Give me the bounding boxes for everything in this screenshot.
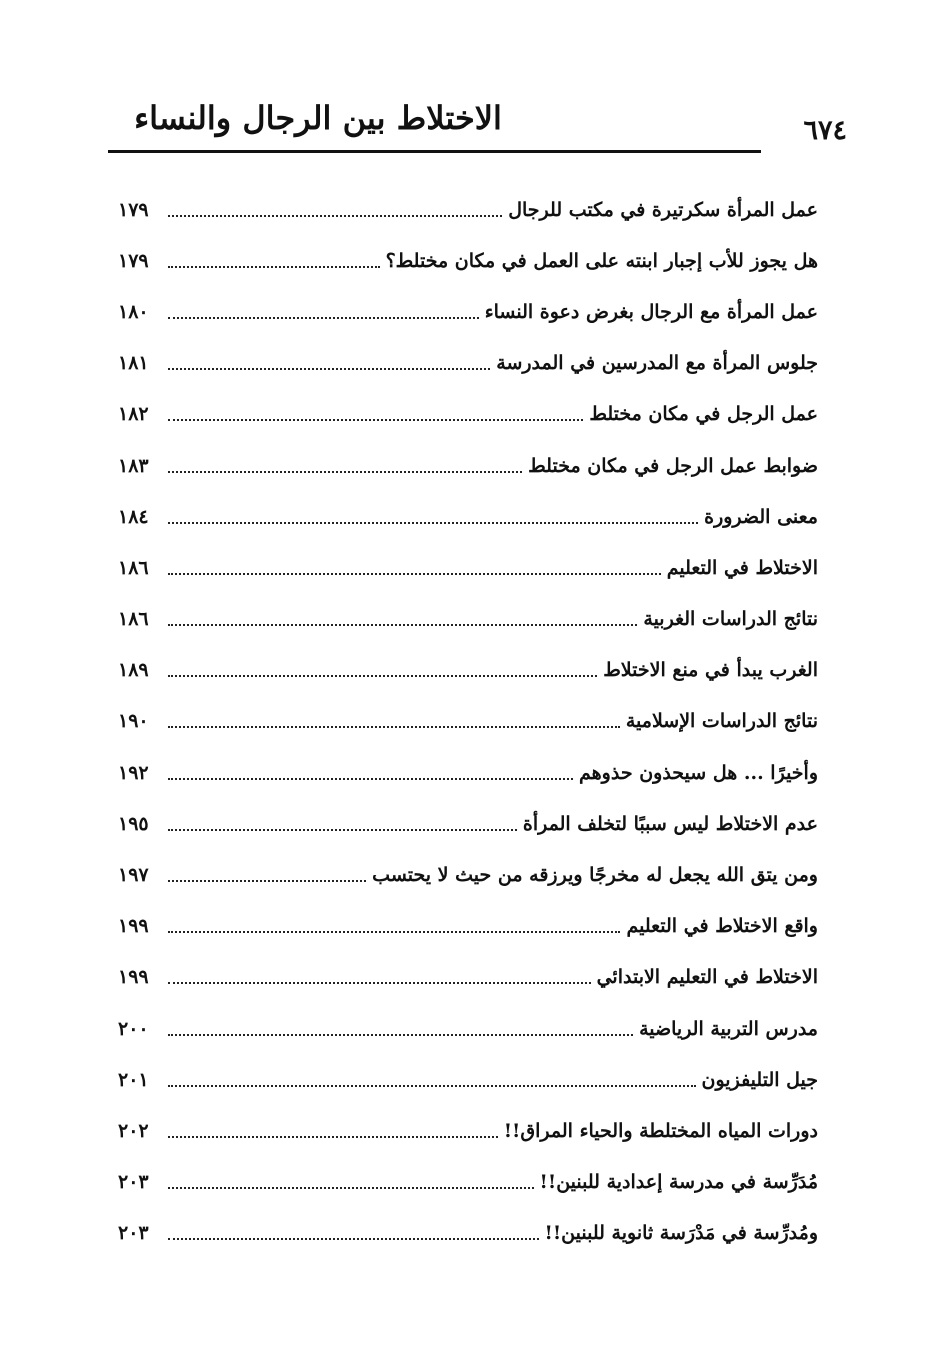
dot-leader (168, 215, 502, 217)
toc-entry-title: معنى الضرورة (704, 505, 818, 528)
toc-entry-title: الاختلاط في التعليم الابتدائي (596, 966, 818, 989)
toc-entry-page: ١٨٠ (118, 300, 149, 323)
dot-leader (168, 1085, 696, 1087)
dot-leader (168, 1187, 534, 1189)
toc-entry-title: وأخيرًا ... هل سيحذون حذوهم (579, 761, 818, 784)
toc-entry (118, 594, 818, 645)
toc-entry (118, 1003, 818, 1054)
toc-entry-page: ٢٠٠ (118, 1017, 149, 1040)
toc-entry-page: ٢٠٣ (118, 1171, 149, 1194)
table-of-contents (118, 184, 818, 1259)
dot-leader (168, 471, 522, 473)
toc-entry-page: ١٨٣ (118, 454, 149, 477)
toc-entry-page: ٢٠١ (118, 1068, 149, 1091)
toc-entry-title: عمل المرأة مع الرجال بغرض دعوة النساء (484, 300, 818, 323)
toc-entry-page: ١٩٢ (118, 761, 149, 784)
toc-entry-title: هل يجوز للأب إجبار ابنته على العمل في مكان مختلط؟ (385, 249, 818, 272)
toc-entry-title: جلوس المرأة مع المدرسين في المدرسة (496, 352, 818, 375)
toc-entry (118, 952, 818, 1003)
toc-entry-page: ١٨٩ (118, 659, 149, 682)
toc-entry (118, 235, 818, 286)
toc-entry (118, 491, 818, 542)
toc-entry-title: نتائج الدراسات الغربية (643, 608, 818, 631)
toc-entry (118, 849, 818, 900)
toc-entry-page: ٢٠٣ (118, 1222, 149, 1245)
toc-entry (118, 440, 818, 491)
toc-entry-title: عدم الاختلاط ليس سببًا لتخلف المرأة (522, 812, 818, 835)
dot-leader (168, 317, 479, 319)
dot-leader (168, 624, 637, 626)
toc-entry-title: جيل التليفزيون (701, 1068, 818, 1091)
dot-leader (168, 726, 620, 728)
dot-leader (168, 675, 597, 677)
toc-entry-title: ومُدرِّسة في مَدْرَسة ثانوية للبنين!! (544, 1222, 818, 1245)
toc-entry-title: عمل الرجل في مكان مختلط (589, 403, 818, 426)
header-rule (108, 150, 761, 153)
toc-entry-title: نتائج الدراسات الإسلامية (625, 710, 818, 733)
running-title: الاختلاط بين الرجال والنساء (134, 99, 502, 137)
toc-entry-page: ١٩٧ (118, 864, 149, 887)
toc-entry-title: الغرب يبدأ في منع الاختلاط (603, 659, 818, 682)
toc-entry (118, 747, 818, 798)
toc-entry-title: عمل المرأة سكرتيرة في مكتب للرجال (508, 198, 818, 221)
dot-leader (168, 778, 573, 780)
toc-entry-title: واقع الاختلاط في التعليم (626, 915, 818, 938)
toc-entry (118, 542, 818, 593)
toc-entry-title: الاختلاط في التعليم (666, 556, 818, 579)
dot-leader (168, 1136, 498, 1138)
page-number: ٦٧٤ (803, 115, 847, 146)
toc-entry (118, 901, 818, 952)
toc-entry (118, 338, 818, 389)
toc-entry (118, 1157, 818, 1208)
toc-entry-title: ومن يتق الله يجعل له مخرجًا ويرزقه من حيث لا يحتسب (372, 864, 818, 887)
dot-leader (168, 266, 380, 268)
dot-leader (168, 982, 591, 984)
toc-entry-page: ١٩٩ (118, 966, 149, 989)
toc-entry (118, 1054, 818, 1105)
toc-entry-page: ١٧٩ (118, 198, 149, 221)
toc-entry-title: ضوابط عمل الرجل في مكان مختلط (528, 454, 818, 477)
toc-entry (118, 184, 818, 235)
dot-leader (168, 368, 490, 370)
dot-leader (168, 1034, 633, 1036)
toc-entry-page: ١٨٦ (118, 556, 149, 579)
toc-entry-page: ١٧٩ (118, 249, 149, 272)
dot-leader (168, 522, 698, 524)
dot-leader (168, 1238, 539, 1240)
toc-entry-page: ٢٠٢ (118, 1119, 149, 1142)
dot-leader (168, 573, 661, 575)
toc-entry (118, 696, 818, 747)
toc-entry-title: دورات المياه المختلطة والحياء المراق!! (503, 1119, 818, 1142)
toc-entry (118, 798, 818, 849)
dot-leader (168, 931, 620, 933)
toc-entry-page: ١٩٥ (118, 812, 149, 835)
toc-entry (118, 389, 818, 440)
toc-entry (118, 645, 818, 696)
toc-entry-page: ١٨٢ (118, 403, 149, 426)
dot-leader (168, 419, 583, 421)
page-header (108, 92, 853, 154)
dot-leader (168, 880, 366, 882)
toc-entry-title: مدرس التربية الرياضية (639, 1017, 818, 1040)
toc-entry-page: ١٩٠ (118, 710, 149, 733)
dot-leader (168, 829, 517, 831)
toc-entry (118, 1105, 818, 1156)
toc-entry-page: ١٨١ (118, 352, 149, 375)
toc-entry-page: ١٨٦ (118, 608, 149, 631)
toc-entry-title: مُدَرِّسة في مدرسة إعدادية للبنين!! (539, 1171, 818, 1194)
toc-entry (118, 1208, 818, 1259)
toc-entry-page: ١٩٩ (118, 915, 149, 938)
toc-entry (118, 286, 818, 337)
toc-entry-page: ١٨٤ (118, 505, 149, 528)
